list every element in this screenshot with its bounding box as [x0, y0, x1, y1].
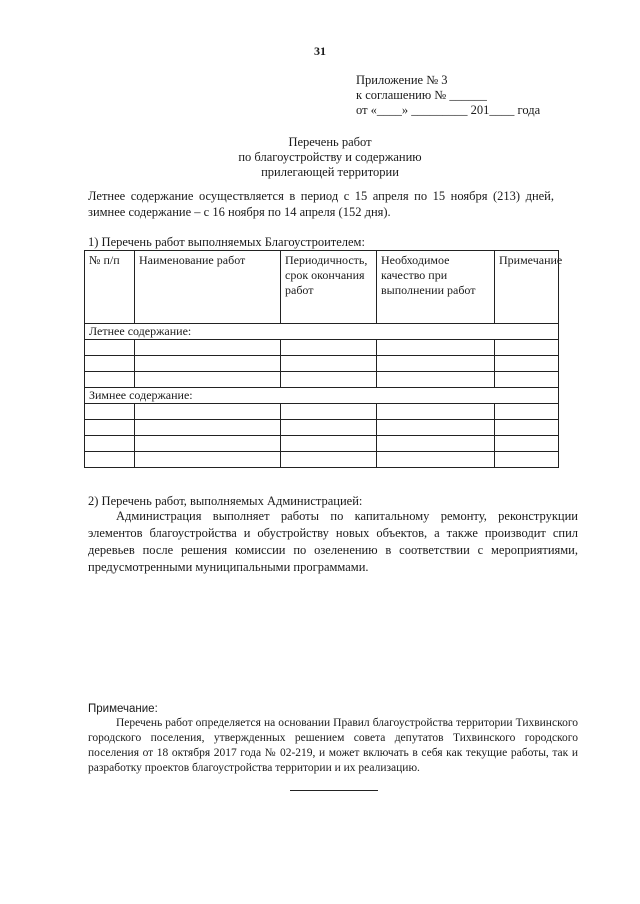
closing-rule — [290, 790, 378, 791]
table-row — [85, 436, 559, 452]
winter-label: Зимнее содержание: — [85, 388, 559, 404]
table-row — [85, 420, 559, 436]
summer-section-row — [85, 324, 559, 340]
section2-text: Администрация выполняет работы по капитальному ремонту, реконструкции элементов благоустройства и обустройству новых объектов, а также производит спил деревьев после решения комиссии по озеленению в соответствии с мероприятиями, предусмотренными муниципальными программами. — [88, 509, 578, 574]
appendix-line-2: к соглашению № ______ — [356, 88, 487, 102]
appendix-line-3: от «____» _________ 201____ года — [356, 103, 541, 117]
section2-heading: 2) Перечень работ, выполняемых Администрацией: — [88, 494, 363, 508]
appendix-line-1: Приложение № 3 — [356, 73, 448, 87]
col-header-quality: Необходимое качество при выполнении работ — [377, 251, 495, 324]
col-header-note: Примечание — [495, 251, 559, 324]
title-line-1: Перечень работ — [288, 135, 372, 149]
table-row — [85, 404, 559, 420]
table-row — [85, 340, 559, 356]
section1-heading: 1) Перечень работ выполняемых Благоустроителем: — [88, 235, 365, 249]
works-table — [84, 250, 563, 468]
table-row — [85, 356, 559, 372]
page-number: 31 — [314, 44, 326, 58]
table-header-row — [85, 251, 559, 324]
col-header-name: Наименование работ — [135, 251, 281, 324]
table-row — [85, 372, 559, 388]
col-header-period: Периодичность, срок окончания работ — [281, 251, 377, 324]
note-label: Примечание: — [88, 703, 158, 715]
summer-label: Летнее содержание: — [85, 324, 559, 340]
appendix-header — [356, 73, 540, 118]
document-title — [160, 135, 500, 180]
title-line-2: по благоустройству и содержанию — [238, 150, 422, 164]
note-text: Перечень работ определяется на основании Правил благоустройства территории Тихвинского городского поселения, утвержденных решением совета депутатов Тихвинского городского поселения от 18 октября 2017 года № 02-219, и может включать в себя как текущие работы, так и разработку проектов благоустройства территории и их реализацию. — [88, 717, 578, 774]
winter-section-row — [85, 388, 559, 404]
table-row — [85, 452, 559, 468]
title-line-3: прилегающей территории — [261, 165, 399, 179]
intro-paragraph: Летнее содержание осуществляется в период с 15 апреля по 15 ноября (213) дней, зимнее содержание – с 16 ноября по 14 апреля (152 дня). — [88, 189, 554, 219]
col-header-number: № п/п — [85, 251, 135, 324]
